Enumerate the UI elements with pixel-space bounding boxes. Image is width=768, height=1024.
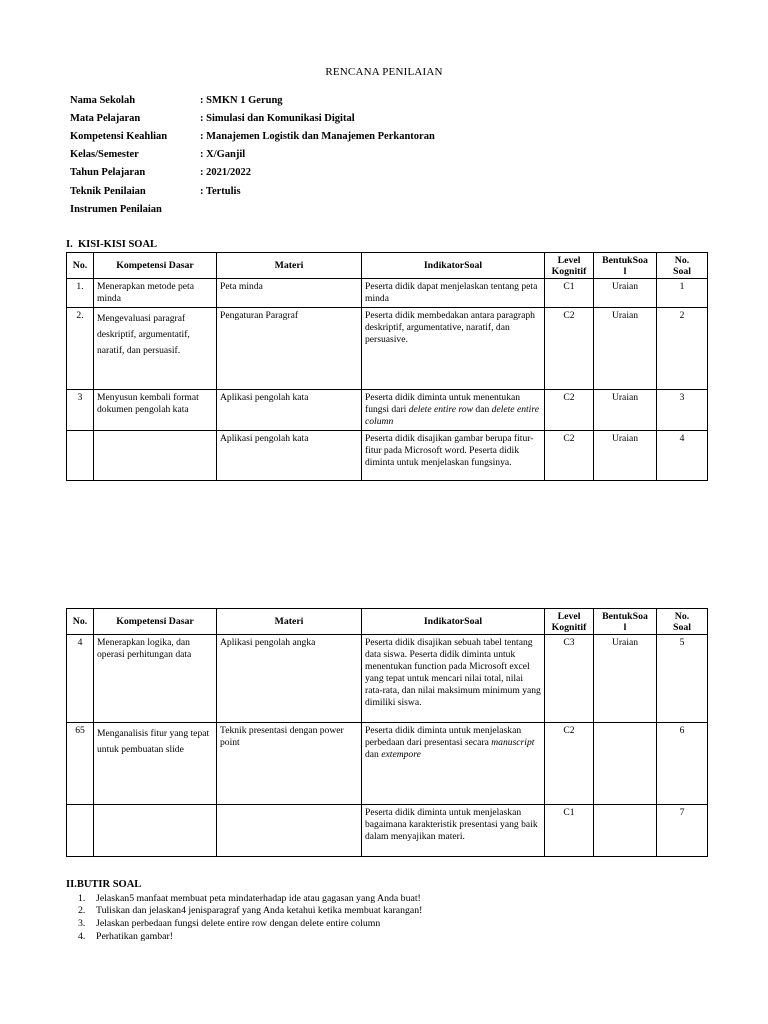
indikator-term: delete entire row: [408, 404, 473, 415]
cell-nosoal: 1: [657, 279, 708, 308]
indikator-text: Peserta didik diminta untuk menentukan fungsi dari: [365, 392, 521, 415]
cell-kompetensi: Menerapkan logika, dan operasi perhitungan data: [94, 635, 217, 723]
col-header-nosoal: [657, 253, 708, 279]
info-label: Kelas/Semester: [70, 149, 139, 161]
col-header-materi: Materi: [217, 253, 362, 279]
cell-indikator: Peserta didik diminta untuk menjelaskan bagaimana karakteristik presentasi yang baik dalam menyajikan materi.: [362, 805, 545, 857]
cell-materi: Aplikasi pengolah angka: [217, 635, 362, 723]
info-value: : X/Ganjil: [200, 149, 246, 161]
list-item: [78, 930, 718, 943]
info-label: Teknik Penilaian: [70, 185, 146, 197]
col-header-bentuk: [594, 609, 657, 635]
cell-bentuk: Uraian: [594, 390, 657, 431]
header-line: No.: [674, 254, 690, 266]
info-value: : Manajemen Logistik dan Manajemen Perkantoran: [200, 130, 435, 142]
table-row: [67, 308, 708, 390]
table-row: [67, 390, 708, 431]
table-row: [67, 431, 708, 481]
info-label: Instrumen Penilaian: [70, 203, 162, 215]
list-item: [78, 892, 718, 905]
item-text: Jelaskan perbedaan fungsi delete entire row dengan delete entire column: [96, 917, 381, 929]
cell-no: 3: [67, 390, 94, 431]
cell-kompetensi: [94, 431, 217, 481]
header-line: Level: [557, 254, 581, 266]
cell-indikator: Peserta didik membedakan antara paragraph deskriptif, argumentative, naratif, dan persuasive.: [362, 308, 545, 390]
cell-level: C3: [545, 635, 594, 723]
item-text: Tuliskan dan jelaskan4 jenisparagraf yang Anda ketahui ketika membuat karangan!: [96, 905, 423, 917]
info-row-technique: [70, 182, 710, 200]
header-line: Kognitif: [551, 265, 587, 277]
cell-bentuk: Uraian: [594, 308, 657, 390]
kisi-kisi-table: [66, 252, 708, 481]
table-row: [67, 723, 708, 805]
cell-nosoal: 3: [657, 390, 708, 431]
section-number: II.: [66, 879, 77, 890]
school-info: [70, 91, 710, 218]
list-item: [78, 905, 718, 918]
cell-indikator: Peserta didik disajikan sebuah tabel tentang data siswa. Peserta didik diminta untuk menentukan function pada Microsoft excel yang tepat untuk mencari nilai total, nilai rata-rata, dan nilai maksimum minimum yang dimiliki siswa.: [362, 635, 545, 723]
cell-level: C2: [545, 723, 594, 805]
info-value: : Tertulis: [200, 185, 241, 197]
cell-indikator: Peserta didik disajikan gambar berupa fitur-fitur pada Microsoft word. Peserta didik diminta untuk menjelaskan fungsinya.: [362, 431, 545, 481]
table-row: [67, 279, 708, 308]
col-header-indikator: IndikatorSoal: [362, 609, 545, 635]
cell-no: 65: [67, 723, 94, 805]
col-header-bentuk: [594, 253, 657, 279]
cell-materi: Pengaturan Paragraf: [217, 308, 362, 390]
item-text: Perhatikan gambar!: [96, 930, 173, 942]
header-line: BentukSoa: [602, 254, 648, 266]
cell-kompetensi: [94, 805, 217, 857]
col-header-materi: Materi: [217, 609, 362, 635]
kisi-kisi-table-continued: [66, 608, 708, 857]
cell-materi: Aplikasi pengolah kata: [217, 390, 362, 431]
info-label: Kompetensi Keahlian: [70, 130, 168, 142]
info-row-instrument: [70, 200, 710, 218]
item-number: 4.: [78, 930, 86, 942]
header-line: Soal: [673, 265, 691, 277]
cell-materi: Peta minda: [217, 279, 362, 308]
info-row-year: [70, 164, 710, 182]
table-header-row: [67, 609, 708, 635]
cell-materi: Aplikasi pengolah kata: [217, 431, 362, 481]
cell-materi: Teknik presentasi dengan power point: [217, 723, 362, 805]
table-header-row: [67, 253, 708, 279]
col-header-level: [545, 253, 594, 279]
cell-bentuk: Uraian: [594, 635, 657, 723]
section-title: KISI-KISI SOAL: [77, 239, 158, 250]
info-value: : Simulasi dan Komunikasi Digital: [200, 112, 355, 124]
cell-indikator: Peserta didik dapat menjelaskan tentang peta minda: [362, 279, 545, 308]
header-line: l: [623, 265, 627, 277]
cell-level: C1: [545, 279, 594, 308]
cell-nosoal: 5: [657, 635, 708, 723]
header-line: l: [623, 621, 627, 633]
info-label: Mata Pelajaran: [70, 112, 141, 124]
cell-nosoal: 4: [657, 431, 708, 481]
col-header-level: [545, 609, 594, 635]
section-heading-kisi-kisi: [66, 239, 157, 250]
section-title: BUTIR SOAL: [76, 879, 142, 890]
indikator-term: manuscript: [491, 737, 535, 748]
item-text: Jelaskan5 manfaat membuat peta mindaterhadap ide atau gagasan yang Anda buat!: [96, 892, 421, 904]
section-number: I.: [66, 239, 73, 250]
indikator-term: extempore: [381, 749, 421, 760]
info-row-class: [70, 146, 710, 164]
cell-bentuk: Uraian: [594, 279, 657, 308]
indikator-text: Peserta didik diminta untuk menjelaskan perbedaan dari presentasi secara: [365, 725, 522, 748]
cell-nosoal: 6: [657, 723, 708, 805]
cell-level: C1: [545, 805, 594, 857]
indikator-text: dan: [365, 749, 382, 760]
indikator-text: dan: [473, 404, 492, 415]
cell-kompetensi: Menerapkan metode peta minda: [94, 279, 217, 308]
table-row: [67, 635, 708, 723]
cell-bentuk: Uraian: [594, 431, 657, 481]
cell-bentuk: [594, 723, 657, 805]
info-row-subject: [70, 109, 710, 127]
cell-no: 1.: [67, 279, 94, 308]
page-title: RENCANA PENILAIAN: [325, 66, 443, 78]
item-number: 1.: [78, 892, 86, 904]
info-label: Nama Sekolah: [70, 94, 136, 106]
cell-materi: [217, 805, 362, 857]
col-header-indikator: IndikatorSoal: [362, 253, 545, 279]
item-number: 2.: [78, 905, 86, 917]
section-heading-butir-soal: [66, 879, 141, 890]
cell-level: C2: [545, 390, 594, 431]
cell-level: C2: [545, 308, 594, 390]
info-value: : 2021/2022: [200, 167, 252, 179]
item-number: 3.: [78, 917, 86, 929]
indikator-term: delete entire column: [365, 404, 539, 427]
cell-no: [67, 431, 94, 481]
butir-soal-list: [78, 892, 718, 942]
header-line: Kognitif: [551, 621, 587, 633]
cell-nosoal: 2: [657, 308, 708, 390]
info-row-competency: [70, 127, 710, 145]
header-line: No.: [674, 610, 690, 622]
cell-level: C2: [545, 431, 594, 481]
col-header-kompetensi: Kompetensi Dasar: [94, 253, 217, 279]
table-row: [67, 805, 708, 857]
info-value: : SMKN 1 Gerung: [200, 94, 283, 106]
info-row-school: [70, 91, 710, 109]
cell-no: 4: [67, 635, 94, 723]
cell-no: 2.: [67, 308, 94, 390]
cell-indikator: [362, 390, 545, 431]
header-line: Level: [557, 610, 581, 622]
cell-kompetensi: Menyusun kembali format dokumen pengolah kata: [94, 390, 217, 431]
header-line: Soal: [673, 621, 691, 633]
info-label: Tahun Pelajaran: [70, 167, 146, 179]
list-item: [78, 917, 718, 930]
header-line: BentukSoa: [602, 610, 648, 622]
cell-bentuk: [594, 805, 657, 857]
cell-indikator: [362, 723, 545, 805]
col-header-nosoal: [657, 609, 708, 635]
cell-kompetensi: Mengevaluasi paragraf deskriptif, argumentatif, naratif, dan persuasif.: [94, 308, 217, 390]
cell-kompetensi: Menganalisis fitur yang tepat untuk pembuatan slide: [94, 723, 217, 805]
col-header-kompetensi: Kompetensi Dasar: [94, 609, 217, 635]
col-header-no: No.: [67, 253, 94, 279]
cell-no: [67, 805, 94, 857]
cell-nosoal: 7: [657, 805, 708, 857]
col-header-no: No.: [67, 609, 94, 635]
